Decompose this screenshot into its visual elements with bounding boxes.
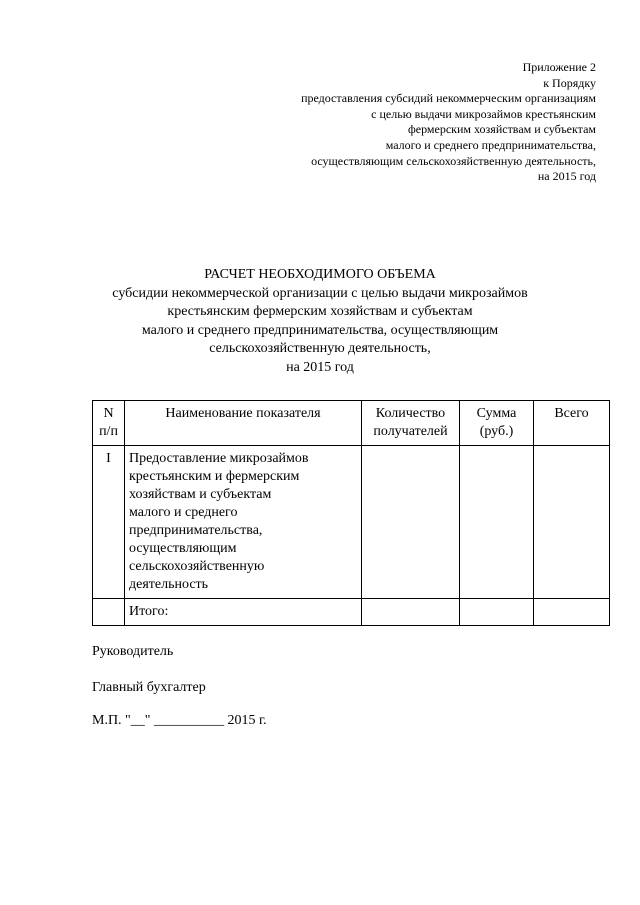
appendix-line: фермерским хозяйствам и субъектам (408, 122, 596, 137)
appendix-line: осуществляющим сельскохозяйственную деятельность, (311, 153, 596, 168)
row-indicator-name (125, 446, 362, 599)
header-total: Всего (534, 401, 610, 446)
appendix-line: с целью выдачи микрозаймов крестьянским (371, 106, 596, 121)
header-number-line1: N (103, 406, 114, 421)
name-word: Предоставление (129, 451, 227, 466)
title-line: на 2015 год (286, 359, 354, 375)
total-overall (534, 599, 610, 626)
appendix-line: на 2015 год (537, 169, 596, 184)
calculation-table (92, 400, 610, 626)
appendix-line: Приложение 2 (522, 60, 596, 74)
name-word: и (214, 469, 223, 484)
name-line: осуществляющим (129, 541, 237, 556)
total-sum (460, 599, 534, 626)
header-sum-line1: Сумма (476, 406, 517, 421)
name-word: фермерским (225, 469, 300, 484)
appendix-line: предоставления субсидий некоммерческим организациям (301, 91, 596, 106)
appendix-header (236, 60, 596, 185)
row-total (534, 446, 610, 599)
header-qty-line1: Количество (375, 406, 446, 421)
title-line: крестьянским фермерским хозяйствам и субъектам (167, 304, 473, 320)
row-recipients-count (362, 446, 460, 599)
header-sum (460, 401, 534, 446)
total-row-number (93, 599, 125, 626)
header-indicator-name: Наименование показателя (125, 401, 362, 446)
appendix-line: к Порядку (543, 75, 596, 90)
header-number (93, 401, 125, 446)
title-line: РАСЧЕТ НЕОБХОДИМОГО ОБЪЕМА (204, 267, 436, 282)
row-sum (460, 446, 534, 599)
name-word: и (173, 505, 182, 520)
name-line: сельскохозяйственную (129, 559, 265, 574)
title-line: субсидии некоммерческой организации с целью выдачи микрозаймов (112, 285, 528, 301)
row-number: I (93, 446, 125, 599)
table-total-row (93, 599, 610, 626)
name-word: малого (129, 505, 171, 520)
total-recipients-count (362, 599, 460, 626)
signature-head: Руководитель (92, 644, 174, 659)
header-number-line2: п/п (99, 424, 118, 439)
total-row-label: Итого: (125, 599, 362, 626)
name-word: крестьянским (129, 469, 212, 484)
title-line: малого и среднего предпринимательства, осуществляющим (141, 322, 499, 338)
header-qty-line2: получателей (373, 424, 448, 439)
table-row (93, 446, 610, 599)
name-line: хозяйствам и субъектам (129, 487, 272, 502)
name-word: среднего (184, 505, 238, 520)
name-word: микрозаймов (229, 451, 309, 466)
table-header-row (93, 401, 610, 446)
appendix-line: малого и среднего предпринимательства, (385, 137, 596, 152)
name-line: деятельность (129, 577, 209, 592)
header-sum-line2: (руб.) (479, 424, 514, 439)
signature-chief-accountant: Главный бухгалтер (92, 680, 206, 695)
title-line: сельскохозяйственную деятельность, (209, 341, 431, 357)
document-title (0, 266, 640, 378)
header-recipients-count (362, 401, 460, 446)
name-line: предпринимательства, (129, 523, 263, 538)
stamp-date-line: М.П. "__" __________ 2015 г. (92, 713, 267, 728)
